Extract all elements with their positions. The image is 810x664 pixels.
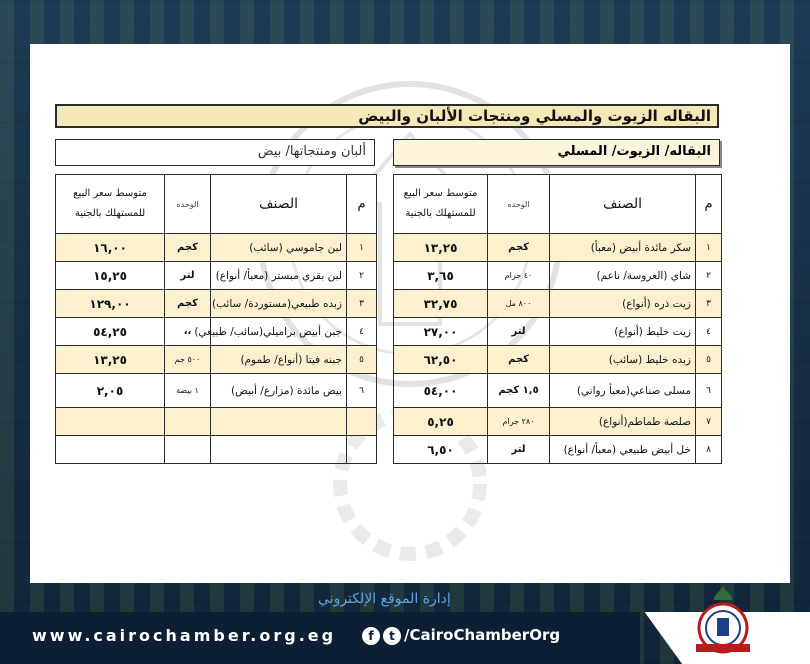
row-item: لبن بقري مبستر (معبأ/ أنواع) <box>211 262 347 290</box>
table-row <box>56 346 377 374</box>
dairy-price-table <box>55 174 377 464</box>
row-unit: ٥٠٠ جم <box>165 346 211 374</box>
row-item: لبن جاموسي (سائب) <box>211 234 347 262</box>
row-item: مسلى صناعي(معبأ رواني) <box>550 374 696 408</box>
table-row <box>394 234 722 262</box>
row-num: ٦ <box>347 374 377 408</box>
groceries-price-table <box>393 174 722 464</box>
row-price: ١٣,٢٥ <box>394 234 488 262</box>
row-price <box>56 408 165 436</box>
row-unit: ١ بيضة <box>165 374 211 408</box>
table-row <box>394 262 722 290</box>
row-unit: لتر <box>488 318 550 346</box>
row-num: ٢ <box>696 262 722 290</box>
row-price: ١٢٩,٠٠ <box>56 290 165 318</box>
row-num: ٥ <box>347 346 377 374</box>
row-price <box>56 436 165 464</box>
row-item: زيت ذره (أنواع) <box>550 290 696 318</box>
row-item: زبده خليط (سائب) <box>550 346 696 374</box>
row-num: ٧ <box>696 408 722 436</box>
row-num: ٦ <box>696 374 722 408</box>
row-price: ٥,٢٥ <box>394 408 488 436</box>
row-price: ٦٢,٥٠ <box>394 346 488 374</box>
row-unit: ،، <box>165 318 211 346</box>
column-header-item: الصنف <box>211 175 347 234</box>
row-item <box>211 436 347 464</box>
facebook-icon[interactable]: f <box>362 627 380 645</box>
column-header-unit: الوحده <box>165 175 211 234</box>
row-price: ١٥,٢٥ <box>56 262 165 290</box>
row-num <box>347 436 377 464</box>
row-unit: كجم <box>488 346 550 374</box>
row-item: بيض مائدة (مزارع/ أبيض) <box>211 374 347 408</box>
row-price: ٣٢,٧٥ <box>394 290 488 318</box>
table-row <box>56 290 377 318</box>
twitter-icon[interactable]: t <box>383 627 401 645</box>
table-row <box>394 346 722 374</box>
row-price: ١٦,٠٠ <box>56 234 165 262</box>
row-item: زبده طبيعي(مستوردة/ سائب) <box>211 290 347 318</box>
section-heading-groceries: البقاله/ الزيوت/ المسلي <box>393 139 720 166</box>
table-row <box>394 290 722 318</box>
row-item <box>211 408 347 436</box>
row-unit: ٤٠ جرام <box>488 262 550 290</box>
table-row <box>56 318 377 346</box>
row-unit: ١,٥ كجم <box>488 374 550 408</box>
row-num: ٣ <box>347 290 377 318</box>
row-price: ٦,٥٠ <box>394 436 488 464</box>
row-item: جبنه فيتا (أنواع/ طموم) <box>211 346 347 374</box>
row-unit: لتر <box>488 436 550 464</box>
row-item: سكر مائدة أبيض (معبأ) <box>550 234 696 262</box>
row-unit <box>165 408 211 436</box>
chamber-logo-icon <box>688 584 758 656</box>
row-item: خل أبيض طبيعي (معبأ/ أنواع) <box>550 436 696 464</box>
row-num: ٢ <box>347 262 377 290</box>
row-price: ٥٤,٢٥ <box>56 318 165 346</box>
table-row <box>56 408 377 436</box>
row-num: ١ <box>696 234 722 262</box>
table-header-row <box>56 175 377 234</box>
column-header-item: الصنف <box>550 175 696 234</box>
row-unit: ٨٠٠ مل <box>488 290 550 318</box>
site-admin-label: إدارة الموقع الإلكتروني <box>318 591 451 607</box>
social-handle-text: /CairoChamberOrg <box>404 626 561 644</box>
row-num: ٤ <box>347 318 377 346</box>
row-num: ٤ <box>696 318 722 346</box>
column-header-unit: الوحده <box>488 175 550 234</box>
column-header-num: م <box>696 175 722 234</box>
column-header-price: متوسط سعر البيع للمستهلك بالجنية <box>394 175 488 234</box>
section-heading-dairy: ألبان ومنتجاتها/ بيض <box>55 139 375 166</box>
website-link[interactable]: www.cairochamber.org.eg <box>32 626 337 645</box>
row-price: ٢٧,٠٠ <box>394 318 488 346</box>
row-num: ٥ <box>696 346 722 374</box>
row-price: ٣,٦٥ <box>394 262 488 290</box>
column-header-num: م <box>347 175 377 234</box>
table-row <box>56 262 377 290</box>
page-title: البقاله الزيوت والمسلي ومنتجات الألبان والبيض <box>55 104 719 128</box>
row-unit: كجم <box>488 234 550 262</box>
table-row <box>394 318 722 346</box>
row-num: ١ <box>347 234 377 262</box>
row-item: صلصة طماطم(أنواع) <box>550 408 696 436</box>
row-unit: ٢٨٠ جرام <box>488 408 550 436</box>
row-unit: لتر <box>165 262 211 290</box>
row-num: ٣ <box>696 290 722 318</box>
table-row <box>394 374 722 408</box>
row-unit: كجم <box>165 290 211 318</box>
social-handle[interactable] <box>362 626 560 645</box>
table-row <box>56 234 377 262</box>
column-header-price: متوسط سعر البيع للمستهلك بالجنية <box>56 175 165 234</box>
row-item: زيت خليط (أنواع) <box>550 318 696 346</box>
table-row <box>394 436 722 464</box>
table-header-row <box>394 175 722 234</box>
row-item: جبن أبيض براميلي(سائب/ طبيعي) <box>211 318 347 346</box>
table-row <box>56 436 377 464</box>
row-num <box>347 408 377 436</box>
table-row <box>56 374 377 408</box>
row-unit: كجم <box>165 234 211 262</box>
row-unit <box>165 436 211 464</box>
row-price: ١٣,٢٥ <box>56 346 165 374</box>
row-item: شاي (العروسة/ ناعم) <box>550 262 696 290</box>
row-price: ٢,٠٥ <box>56 374 165 408</box>
row-num: ٨ <box>696 436 722 464</box>
row-price: ٥٤,٠٠ <box>394 374 488 408</box>
table-row <box>394 408 722 436</box>
